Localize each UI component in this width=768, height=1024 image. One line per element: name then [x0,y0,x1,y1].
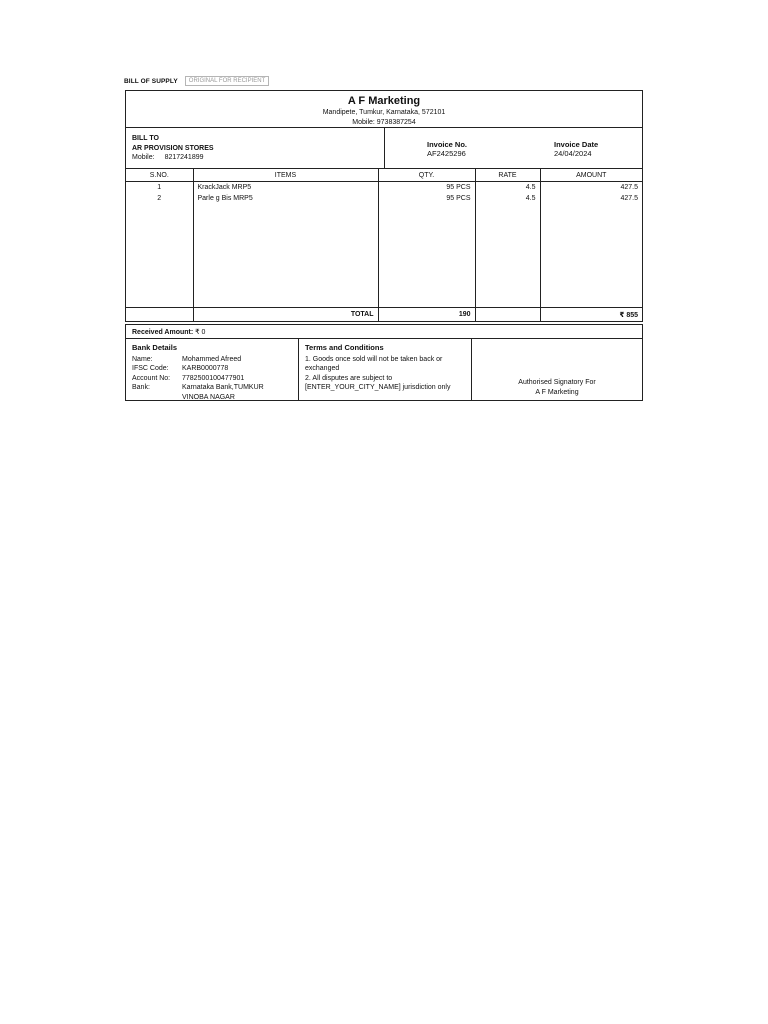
bank-name-line1: Karnataka Bank,TUMKUR [182,384,264,391]
signatory-line-2: A F Marketing [535,388,579,396]
bank-details [126,339,299,400]
bank-label: Bank: [132,384,150,391]
row-amount: 427.5 [540,182,642,194]
received-amount-label: Received Amount: [132,329,194,336]
total-qty: 190 [378,308,475,322]
customer-mobile: 8217241899 [164,154,204,161]
received-amount-row [125,324,643,339]
signatory-block [472,339,642,400]
bill-to-heading: BILL TO [132,135,159,142]
signatory-text [472,378,642,397]
seller-name: A F Marketing [347,95,421,107]
row-rate: 4.5 [475,182,540,194]
received-amount-value: ₹ 0 [195,329,206,336]
customer-mobile-label: Mobile: [132,154,155,161]
row-qty: 95 PCS [378,182,475,194]
row-item: KrackJack MRP5 [193,182,378,194]
row-qty: 95 PCS [378,193,475,204]
header-rate: RATE [475,169,540,182]
row-rate: 4.5 [475,193,540,204]
header-amount: AMOUNT [540,169,642,182]
signatory-line-1: Authorised Signatory For [518,379,596,386]
seller-address: Mandipete, Tumkur, Karnataka, 572101 [322,109,446,116]
total-label: TOTAL [193,308,378,322]
table-row [126,193,642,204]
header-qty: QTY. [378,169,475,182]
invoice-number-label: Invoice No. [427,140,468,149]
bank-name-row [132,355,292,365]
invoice-number-block [427,140,467,158]
ifsc-code: KARB0000778 [182,365,229,372]
items-table [125,168,643,322]
table-total-row [126,308,642,322]
invoice-number: AF2425296 [427,149,466,158]
account-row [132,374,292,384]
bank-account-holder: Mohammed Afreed [182,355,242,363]
terms-line-2: 2. All disputes are subject to [ENTER_YOUR_CITY_NAME] jurisdiction only [305,374,451,391]
terms-and-conditions [299,339,472,400]
footer-section [125,338,643,401]
bill-to-block [126,128,385,168]
ifsc-label: IFSC Code: [132,365,169,372]
seller-header [125,90,643,128]
total-amount: ₹ 855 [540,308,642,322]
seller-mobile: Mobile: 9738387254 [352,119,416,126]
terms-heading: Terms and Conditions [305,343,384,352]
document-type: BILL OF SUPPLY [124,77,178,85]
row-amount: 427.5 [540,193,642,204]
table-empty-space [126,204,642,308]
row-sno: 1 [157,184,162,191]
account-number: 7782500100477901 [182,374,245,382]
document-type-row [124,76,269,86]
bank-name [182,383,264,402]
bank-details-heading: Bank Details [132,343,178,352]
header-sno: S.NO. [126,169,193,182]
bank-name-label: Name: [132,355,153,363]
copy-label-badge: ORIGINAL FOR RECIPIENT [185,76,269,86]
account-label: Account No: [132,374,171,382]
table-row [126,182,642,194]
table-header-row [126,169,642,182]
customer-name: AR PROVISION STORES [132,144,214,152]
bank-row [132,383,292,402]
bank-name-line2: VINOBA NAGAR [182,393,235,401]
invoice-date-label: Invoice Date [554,140,599,149]
invoice-date-block [554,140,598,158]
bill-to-section [125,127,643,169]
ifsc-row [132,364,292,374]
customer-mobile-row [132,153,384,163]
terms-line-1: 1. Goods once sold will not be taken back or exchanged [305,355,443,372]
row-item: Parle g Bis MRP5 [193,193,378,204]
invoice-date: 24/04/2024 [554,149,592,158]
invoice-meta [385,128,642,168]
header-items: ITEMS [193,169,378,182]
row-sno: 2 [157,195,162,202]
